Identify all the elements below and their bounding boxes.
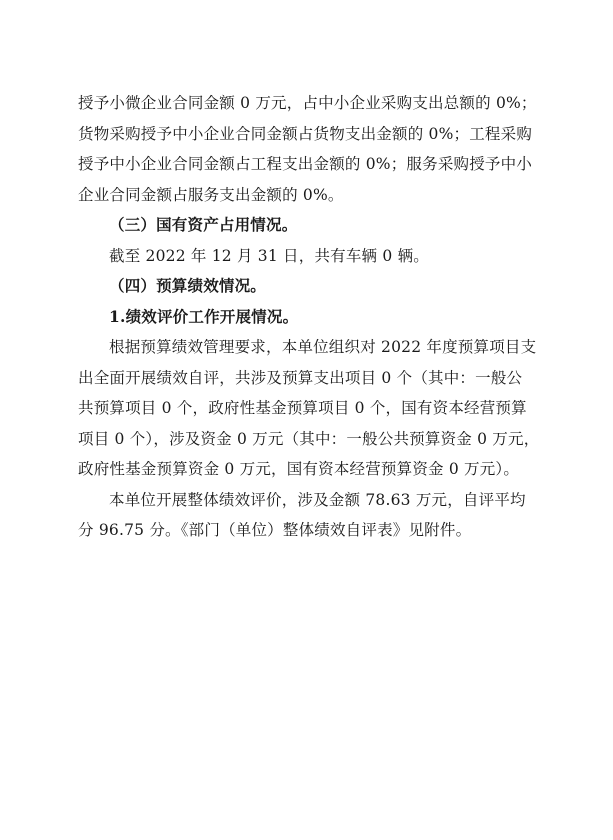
paragraph-line: 根据预算绩效管理要求，本单位组织对 2022 年度预算项目支 <box>109 338 537 356</box>
document-body <box>78 88 548 546</box>
paragraph-line: 本单位开展整体绩效评价，涉及金额 78.63 万元，自评平均 <box>109 490 526 509</box>
paragraph-line: 企业合同金额占服务支出金额的 0%。 <box>78 185 344 204</box>
paragraph-line: 授予小微企业合同金额 0 万元，占中小企业采购支出总额的 0%； <box>78 94 537 112</box>
paragraph-line: 货物采购授予中小企业合同金额占货物支出金额的 0%；工程采购 <box>78 124 533 143</box>
paragraph-line: 政府性基金预算资金 0 万元，国有资本经营预算资金 0 万元）。 <box>78 460 520 478</box>
section-heading-budget-performance: （四）预算绩效情况。 <box>109 276 267 295</box>
paragraph-line: 分 96.75 分。《部门（单位）整体绩效自评表》见附件。 <box>78 521 472 539</box>
subsection-heading-evaluation: 1.绩效评价工作开展情况。 <box>109 306 299 326</box>
paragraph-line: 出全面开展绩效自评，共涉及预算支出项目 0 个（其中：一般公 <box>78 368 523 387</box>
paragraph-line: 项目 0 个），涉及资金 0 万元（其中：一般公共预算资金 0 万元， <box>78 429 540 448</box>
paragraph-line: 授予中小企业合同金额占工程支出金额的 0%；服务采购授予中小 <box>78 155 533 173</box>
paragraph-line: 共预算项目 0 个，政府性基金预算项目 0 个，国有资本经营预算 <box>78 399 527 417</box>
paragraph-line: 截至 2022 年 12 月 31 日，共有车辆 0 辆。 <box>109 246 429 265</box>
section-heading-state-assets: （三）国有资产占用情况。 <box>109 215 298 234</box>
